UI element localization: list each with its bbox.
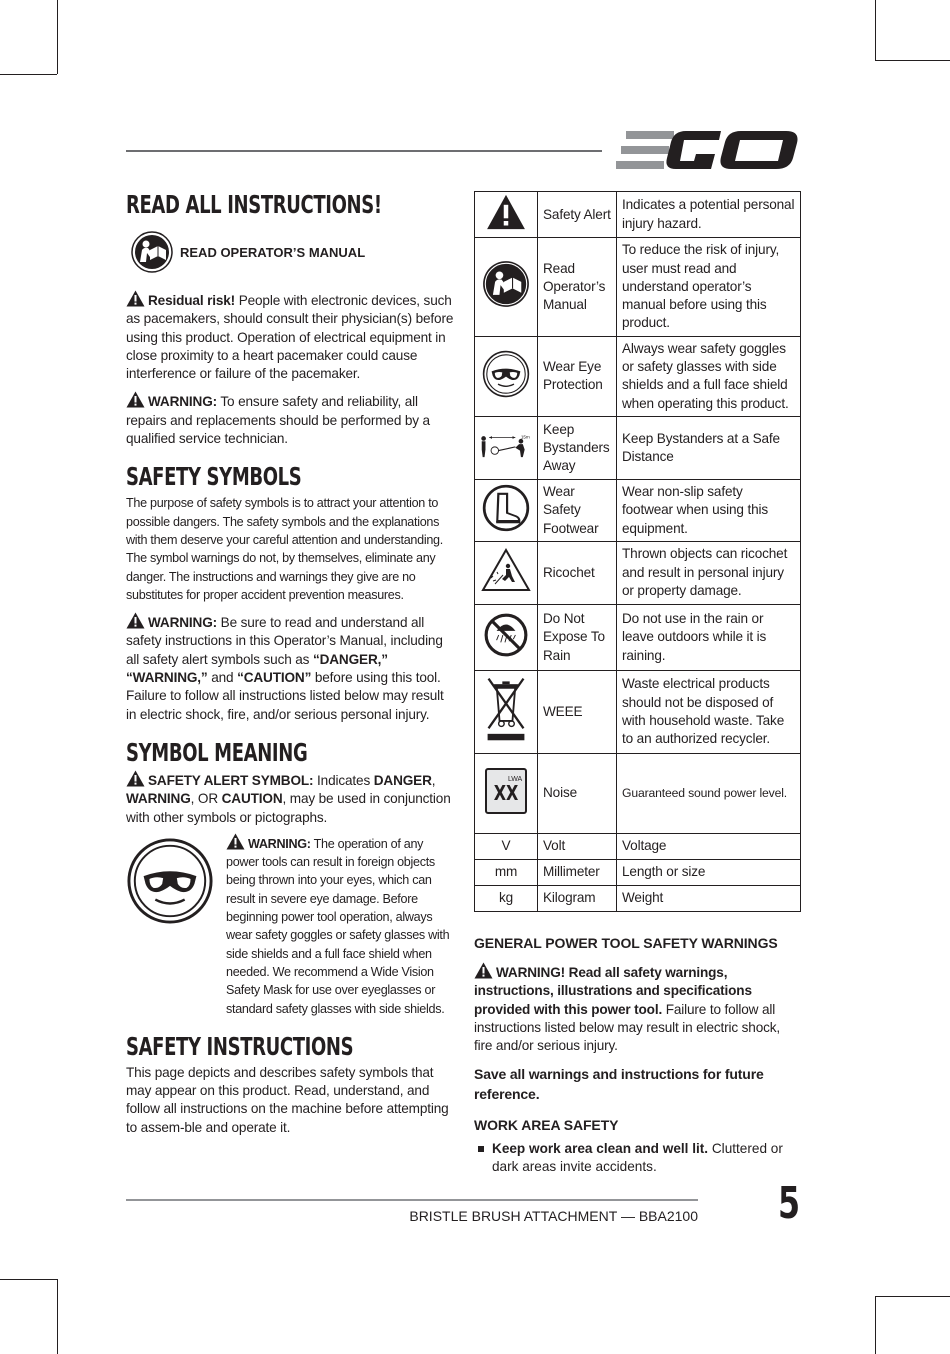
general-warning-paragraph [474,962,801,1055]
warning-label: WARNING: [248,836,311,851]
sas-text: , may be used in conjunction with other symbols or pictographs. [126,791,451,825]
warning-text: and [207,670,238,686]
warning-bold-text: Read all safety warnings, instructions, illustrations and specifications provided with this power tool. [474,965,752,1017]
eye-protection-icon-cell [475,336,538,416]
safety-footwear-icon [482,484,530,532]
warning-text: before using this tool. Failure to follow all instructions listed below may result in electric shock, fire, and/or serious personal injury. [126,670,444,722]
safety-instructions-text: This page depicts and describes safety symbols that may appear on this product. Read, understand, and follow all instructions on the machine before attempting to assem-ble and operate it. [126,1064,449,1135]
eye-warning-paragraph [226,833,454,1018]
crop-mark [0,1279,57,1280]
read-manual-icon [130,230,174,274]
page-number: 5 [778,1178,801,1229]
footer-title: BRISTLE BRUSH ATTACHMENT — BBA2100 [409,1208,698,1224]
crop-mark [875,1296,950,1297]
safety-symbols-text: The purpose of safety symbols is to attract your attention to possible dangers. The safety symbols and the explanations with them deserve your careful attention and understanding. The symbol warnings do not, by themselves, eliminate any danger. The instructions and warnings they give are no substitutes for proper accident prevention measures. [126,496,443,602]
table-row [475,604,801,670]
safety-symbols-heading: SAFETY SYMBOLS [126,462,302,492]
symbol-meaning: Wear non-slip safety footwear when using this equipment. [617,479,801,541]
work-area-heading: WORK AREA SAFETY [474,1116,619,1133]
left-column [126,190,454,1137]
read-manual-row [130,230,454,274]
symbol-name: Wear Eye Protection [538,336,617,416]
warning-triangle-icon [226,833,245,850]
bullet-plain-text: Cluttered or dark areas invite accidents. [492,1140,783,1175]
safety-instructions-heading: SAFETY INSTRUCTIONS [126,1031,354,1061]
symbol-meaning: Do not use in the rain or leave outdoors while it is raining. [617,604,801,670]
sas-danger: DANGER [373,772,432,788]
warning-label: WARNING: [148,394,218,410]
residual-risk-paragraph [126,290,454,383]
symbol-abbrev: mm [475,859,538,885]
noise-icon-label: LWA [508,775,522,783]
crop-mark [57,1279,58,1354]
crop-mark [875,0,876,60]
bystanders-icon-cell [475,416,538,479]
symbol-name: Read Operator’s Manual [538,238,617,336]
warning-triangle-icon [126,770,145,787]
symbol-meaning: Length or size [617,859,801,885]
warning-text: Be sure to read and understand all safety instructions in this Operator’s Manual, including all safety alert symbols such as [126,615,443,667]
symbol-name: Ricochet [538,541,617,604]
table-row [475,238,801,336]
safety-alert-icon-cell [475,192,538,238]
bystanders-icon [478,431,534,459]
safety-alert-symbol-paragraph [126,770,454,827]
eye-warning-block [126,833,454,1018]
warning-label: WARNING! [496,965,566,981]
general-warnings-heading: GENERAL POWER TOOL SAFETY WARNINGS [474,934,778,951]
table-row [475,753,801,833]
sas-caution: CAUTION [221,791,283,807]
safety-alert-symbol-label: SAFETY ALERT SYMBOL: [148,772,314,788]
symbol-name: WEEE [538,670,617,753]
crop-mark [0,74,57,75]
no-rain-icon [483,612,529,658]
noise-icon-cell [475,753,538,833]
warning-triangle-icon [126,290,145,307]
symbol-name: Noise [538,753,617,833]
noise-icon-value: XX [493,780,519,805]
save-instructions: Save all warnings and instructions for future reference. [474,1065,764,1102]
warning-label: WARNING: [148,615,218,631]
no-rain-icon-cell [475,604,538,670]
symbol-meaning: To reduce the risk of injury, user must read and understand operator’s manual before using this product. [617,238,801,336]
crop-mark [875,60,950,61]
warning-text: To ensure safety and reliability, all repairs and replacements should be performed by a qualified service technician. [126,394,430,447]
eye-protection-icon [482,350,530,398]
sas-warning: WARNING [126,791,191,807]
symbol-name: Millimeter [538,859,617,885]
symbol-meaning: Waste electrical products should not be disposed of with household waste. Take to an authorized recycler. [617,670,801,753]
safety-alert-icon [486,194,526,230]
table-row [475,479,801,541]
table-row [475,859,801,885]
bullet-text [492,1140,801,1177]
symbol-table [474,191,801,912]
warning-service-paragraph [126,391,454,448]
sas-text: Indicates [313,772,374,788]
warning-triangle-icon [126,612,145,629]
safety-goggles-icon [126,837,214,925]
table-row [475,416,801,479]
footer-rule [126,1199,698,1201]
symbol-meaning: Guaranteed sound power level. [617,753,801,833]
read-all-heading: READ ALL INSTRUCTIONS! [126,190,382,219]
bystanders-distance-label: 15m [520,434,530,440]
table-row [475,541,801,604]
symbol-name: Keep Bystanders Away [538,416,617,479]
table-row [475,670,801,753]
bullet-square-icon [478,1146,484,1152]
table-row [475,833,801,859]
safety-footwear-icon-cell [475,479,538,541]
symbol-name: Kilogram [538,885,617,911]
warning-text: The operation of any power tools can result in foreign objects being thrown into your eyes, which can result in severe eye damage. Before beginning power tool operation, always wear safety goggles or safety glasses with side shields and a full face shield when needed. We recommend a Wide Vision Safety Mask for use over eyeglasses or standard safety glasses with side shields. [226,836,450,1016]
symbol-meaning: Weight [617,885,801,911]
sas-text: , OR [190,791,222,807]
symbol-name: Do Not Expose To Rain [538,604,617,670]
symbol-name: Safety Alert [538,192,617,238]
symbol-meaning: Keep Bystanders at a Safe Distance [617,416,801,479]
crop-mark [57,0,58,74]
residual-risk-text: People with electronic devices, such as pacemakers, should consult their physician(s) before using this product. Operation of electrical equipment in close proximity to a heart pacemaker could cause interference or failure of the pacemaker. [126,293,454,382]
noise-icon [485,768,527,814]
read-manual-label: READ OPERATOR’S MANUAL [180,244,366,260]
sas-text: , [431,772,436,788]
symbol-meaning: Always wear safety goggles or safety glasses with side shields and a full face shield when operating this product. [617,336,801,416]
warning-triangle-icon [474,962,493,979]
ricochet-icon [481,548,531,592]
symbol-name: Wear Safety Footwear [538,479,617,541]
warning-keywords: “DANGER,” “WARNING,” [126,651,388,686]
read-manual-icon [482,260,530,308]
header-rule [126,150,602,152]
residual-risk-label: Residual risk! [148,293,236,308]
bullet-bold-text: Keep work area clean and well lit. [492,1140,709,1156]
warning-text: Failure to follow all instructions listed below may result in electric shock, fire and/or serious injury. [474,1001,781,1054]
ego-logo [616,128,800,172]
symbol-meaning-heading: SYMBOL MEANING [126,737,308,767]
list-item [474,1140,801,1177]
warning-keyword-caution: “CAUTION” [237,670,312,686]
warning-triangle-icon [126,391,145,408]
ricochet-icon-cell [475,541,538,604]
symbol-name: Volt [538,833,617,859]
symbol-abbrev: V [475,833,538,859]
right-column [474,191,801,1177]
symbol-meaning: Indicates a potential personal injury hazard. [617,192,801,238]
crop-mark [875,1296,876,1354]
table-row [475,192,801,238]
table-row [475,336,801,416]
symbol-abbrev: kg [475,885,538,911]
read-manual-icon-cell [475,238,538,336]
weee-icon [483,674,529,744]
table-row [475,885,801,911]
weee-icon-cell [475,670,538,753]
symbol-meaning: Thrown objects can ricochet and result in personal injury or property damage. [617,541,801,604]
warning-read-paragraph [126,612,454,724]
symbol-meaning: Voltage [617,833,801,859]
